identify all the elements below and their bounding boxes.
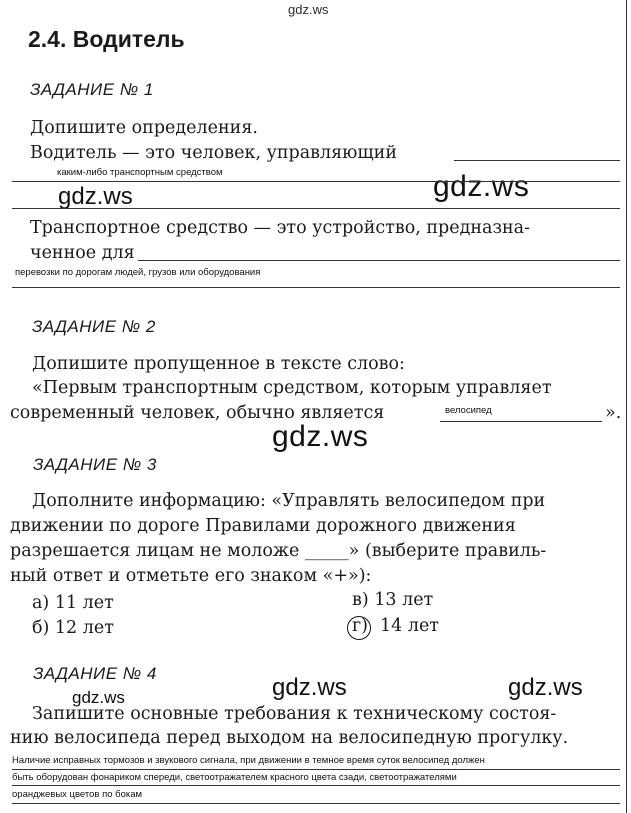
task3-line3: разрешается лицам не моложе _____» (выберите правиль- [10,541,547,561]
task2-intro: Допишите пропущенное в тексте слово: [32,354,405,374]
watermark: gdz.ws [272,420,369,453]
task3-option-a: а) 11 лет [32,593,114,613]
task3-option-g-text: 14 лет [380,616,439,636]
task2-line1: «Первым транспортным средством, которым управляет [32,378,552,398]
task1-intro: Допишите определения. [30,118,258,138]
task1-answer2: перевозки по дорогам людей, грузов или оборудования [15,267,261,278]
task4-answer2: быть оборудован фонариком спереди, светоотражателем красного цвета сзади, светоотражателями [12,772,457,783]
answer-line [12,287,620,288]
task4-answer3: оранджевых цветов по бокам [12,789,143,800]
watermark: gdz.ws [58,183,133,210]
task3-line2: движении по дороге Правилами дорожного движения [10,516,516,536]
watermark: gdz.ws [72,688,125,707]
answer-line [440,421,602,422]
task1-answer1: каким-либо транспортным средством [57,167,223,178]
watermark: gdz.ws [272,674,347,701]
task4-answer1: Наличие исправных тормозов и звукового сигнала, при движении в темное время суток велосипед должен [12,755,485,766]
watermark: gdz.ws [508,674,583,701]
task4-line2: нию велосипеда перед выходом на велосипедную прогулку. [10,728,569,748]
task1-line1: Водитель — это человек, управляющий [30,143,398,163]
answer-line [12,769,620,770]
task3-option-b: б) 12 лет [32,618,114,638]
task3-option-g-letter: г) [352,616,368,636]
task3-line4: ный ответ и отметьте его знаком «+»): [10,566,372,586]
task3-heading: ЗАДАНИЕ № 3 [33,455,157,474]
answer-line [138,260,620,261]
task1-line2: Транспортное средство — это устройство, предназна- [30,218,531,238]
answer-line [12,803,620,804]
watermark-top: gdz.ws [288,2,329,17]
task2-line2: современный человек, обычно является [10,403,385,423]
task3-option-v: в) 13 лет [352,590,434,610]
task1-heading: ЗАДАНИЕ № 1 [30,80,154,99]
task4-heading: ЗАДАНИЕ № 4 [33,664,157,683]
answer-line [12,181,620,182]
watermark: gdz.ws [433,170,530,203]
task2-heading: ЗАДАНИЕ № 2 [32,317,156,336]
task3-line1: Дополните информацию: «Управлять велосипедом при [32,491,546,511]
task1-line3: ченное для [30,243,135,263]
task4-line1: Запишите основные требования к техническому состоя- [32,704,557,724]
answer-line [12,785,620,786]
answer-line [12,208,620,209]
answer-line [454,160,620,161]
section-title: 2.4. Водитель [28,26,185,52]
task2-end: ». [605,403,622,423]
page-edge-line [626,0,627,813]
task2-answer: велосипед [445,405,492,416]
